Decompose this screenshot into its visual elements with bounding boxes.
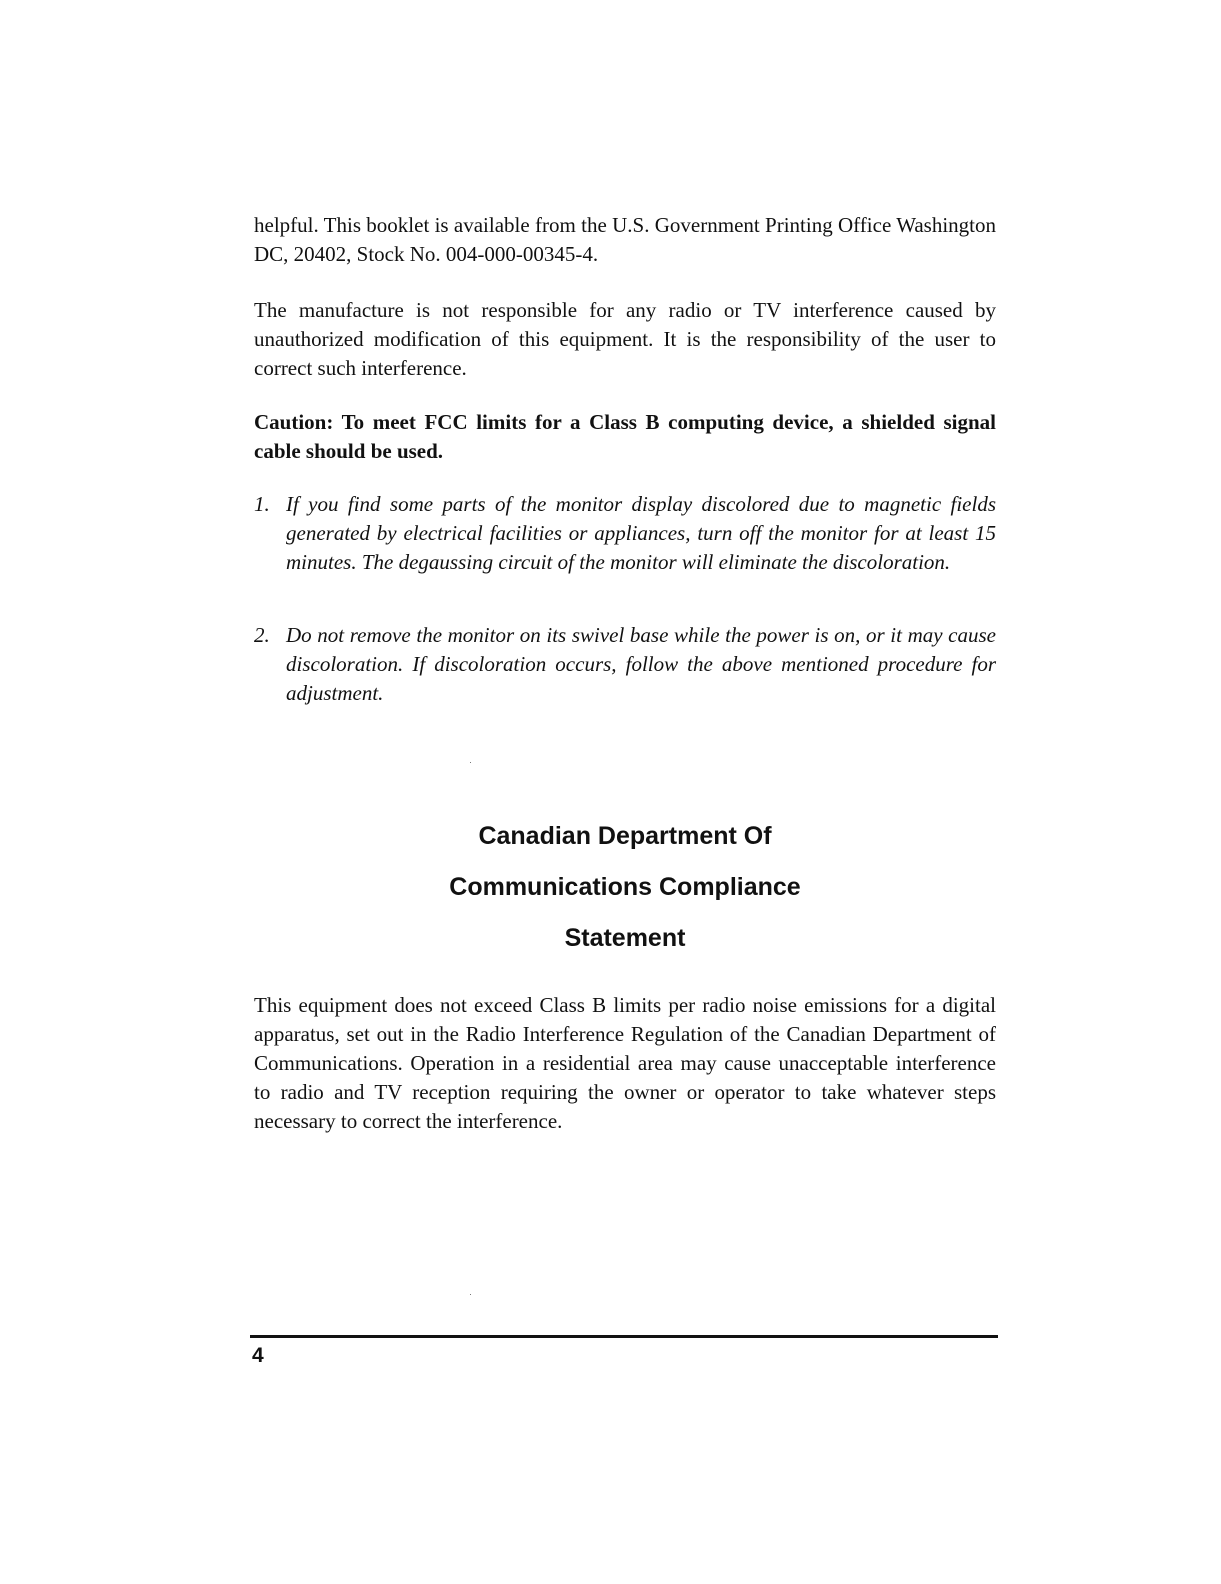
- scan-speck: [470, 762, 471, 763]
- list-item-text: Do not remove the monitor on its swivel base while the power is on, or it may cause discoloration. If discoloration occurs, follow the above mentioned procedure for adjustment.: [286, 623, 996, 705]
- list-item-text: If you find some parts of the monitor display discolored due to magnetic fields generated by electrical facilities or appliances, turn off the monitor for at least 15 minutes. The degaussing circuit of the monitor will eliminate the discoloration.: [286, 492, 996, 574]
- page-number: 4: [252, 1344, 264, 1367]
- caution-notice: Caution: To meet FCC limits for a Class B computing device, a shielded signal cable should be used.: [254, 410, 996, 463]
- paragraph-booklet-info: helpful. This booklet is available from the U.S. Government Printing Office Washington DC, 20402, Stock No. 004-000-00345-4.: [254, 213, 996, 266]
- paragraph-manufacturer-disclaimer: The manufacture is not responsible for any radio or TV interference caused by unauthorized modification of this equipment. It is the responsibility of the user to correct such interference.: [254, 298, 996, 380]
- section-heading-line-1: Canadian Department Of: [478, 822, 772, 850]
- list-item-number: 1.: [254, 492, 270, 516]
- list-item-2: [254, 621, 996, 708]
- paragraph-canadian-compliance: This equipment does not exceed Class B limits per radio noise emissions for a digital apparatus, set out in the Radio Interference Regulation of the Canadian Department of Communications. Operation in a residential area may cause unacceptable interference to radio and TV reception requiring the owner or operator to take whatever steps necessary to correct the interference.: [254, 993, 996, 1133]
- section-heading-line-2: Communications Compliance: [449, 873, 801, 901]
- section-heading-line-3: Statement: [564, 924, 686, 952]
- scan-speck: [470, 1294, 471, 1295]
- list-item-number: 2.: [254, 623, 270, 647]
- footer-rule: [250, 1335, 998, 1338]
- list-item-1: [254, 490, 996, 577]
